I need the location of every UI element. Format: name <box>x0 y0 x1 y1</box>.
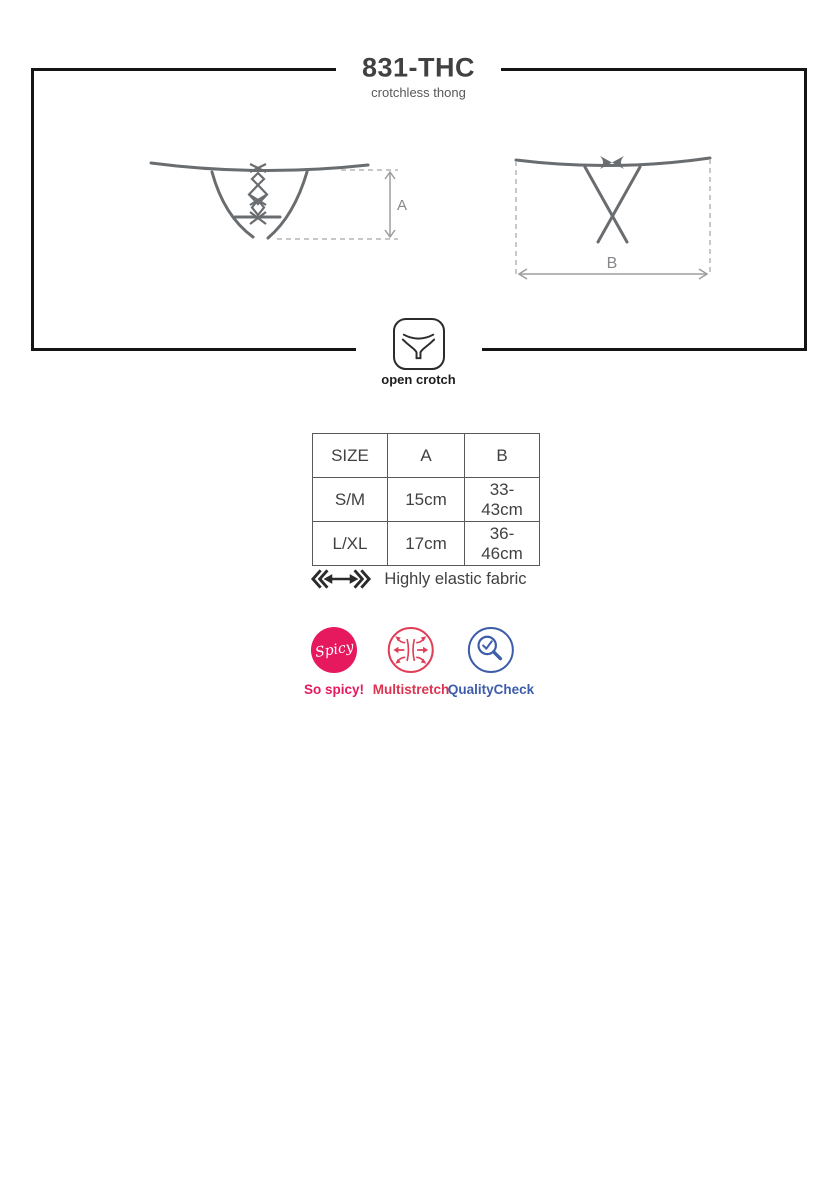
cell-a-sm: 15cm <box>388 478 465 522</box>
multistretch-label: Multistretch <box>372 682 450 697</box>
badge-spicy <box>304 627 364 697</box>
badge-multistretch <box>373 627 450 697</box>
open-crotch-label: open crotch <box>381 372 456 387</box>
magnifier-check-icon <box>468 627 514 673</box>
elastic-fabric-text: Highly elastic fabric <box>384 569 527 588</box>
measure-b-label: B <box>606 255 618 272</box>
spicy-circle-text: Spicy <box>313 639 355 661</box>
measure-a-arrow <box>385 172 395 237</box>
table-row-sm <box>313 478 540 522</box>
size-table-header-size: SIZE <box>313 434 388 478</box>
size-table-header-a: A <box>388 434 465 478</box>
size-table-header-row <box>313 434 540 478</box>
spicy-label: So spicy! <box>303 682 365 697</box>
table-row-lxl <box>313 522 540 566</box>
elastic-fabric-note <box>0 566 837 592</box>
spicy-circle-icon <box>311 627 357 673</box>
cell-size-sm: S/M <box>313 478 388 522</box>
badge-qualitycheck <box>448 627 534 697</box>
qualitycheck-label: QualityCheck <box>447 682 535 697</box>
cell-size-lxl: L/XL <box>313 522 388 566</box>
cell-a-lxl: 17cm <box>388 522 465 566</box>
bow-icon <box>600 156 624 169</box>
cell-b-lxl: 36-46cm <box>465 522 540 566</box>
size-table-header-b: B <box>465 434 540 478</box>
back-view-drawing <box>516 158 710 242</box>
measure-a-label: A <box>397 197 408 214</box>
page-subtitle: crotchless thong <box>371 85 466 100</box>
lace-up-detail <box>249 164 267 224</box>
measurement-diagram <box>31 68 807 351</box>
multistretch-arrows-icon <box>388 627 434 673</box>
page-title-text: 831-THC <box>336 49 501 88</box>
size-table <box>312 433 540 566</box>
cell-b-sm: 33-43cm <box>465 478 540 522</box>
open-crotch-icon <box>393 318 445 370</box>
feature-badges <box>0 627 837 707</box>
stretch-arrow-icon <box>310 566 372 592</box>
